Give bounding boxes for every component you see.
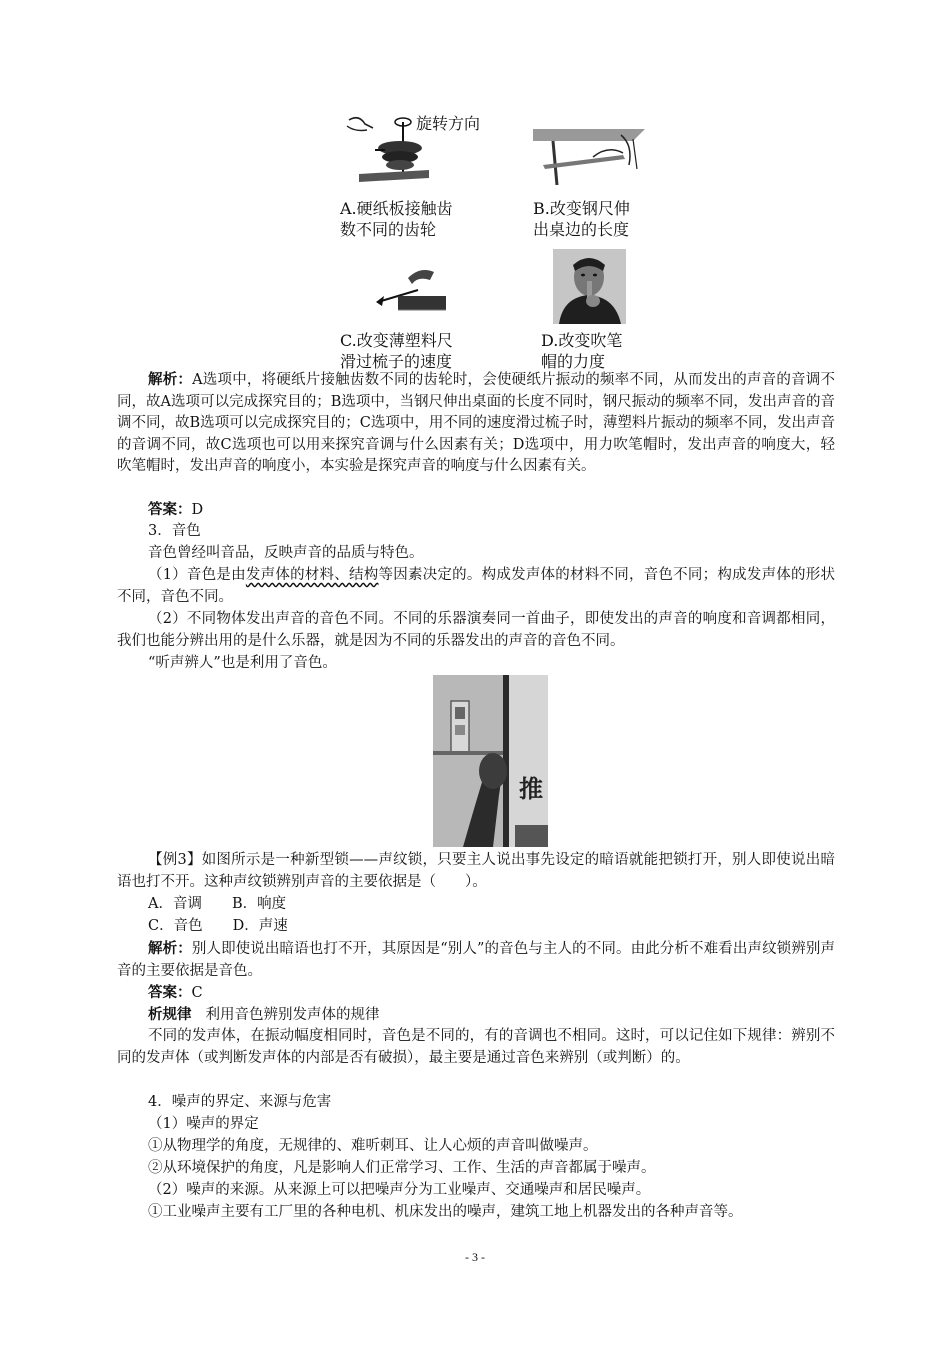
section-3-heading: 3．音色 <box>148 523 201 539</box>
analysis-text: 别人即使说出暗语也打不开，其原因是“别人”的音色与主人的不同。由此分析不难看出声纹锁辨别声音的主要依据是音色。 <box>117 941 836 979</box>
section-4-sub-1: （1）噪声的界定 <box>148 1116 259 1132</box>
option-d: D．声速 <box>232 918 288 934</box>
section-4-item-3: ①工业噪声主要有工厂里的各种电机、机床发出的噪声，建筑工地上机器发出的各种声音等。 <box>148 1204 743 1220</box>
voiceprint-lock-photo <box>433 675 548 847</box>
page-number: - 3 - <box>465 1250 485 1264</box>
example-label: 【例3】 <box>148 852 202 868</box>
rotation-direction-label: 旋转方向 <box>416 114 481 133</box>
answer-2 <box>148 982 203 1005</box>
section-3-paragraph-2: （2）不同物体发出声音的音色不同。不同的乐器演奏同一首曲子，即使发出的声音的响度和音调都相同，我们也能分辨出用的是什么乐器，就是因为不同的乐器发出的声音的音色不同。 <box>117 611 835 649</box>
caption-b-line2: 出桌边的长度 <box>533 220 630 239</box>
option-b: B．响度 <box>231 896 287 912</box>
rule-text: 不同的发声体，在振动幅度相同时，音色是不同的，有的音调也不相同。这时，可以记住如下规律：辨别不同的发声体（或判断发声体的内部是否有破损），最主要是通过音色来辨别（或判断）的。 <box>117 1028 835 1066</box>
underlined-key-phrase: 发声体的材料、结构 <box>245 567 379 583</box>
caption-d-line2: 帽的力度 <box>541 352 606 371</box>
section-3-paragraph-3: “听声辨人”也是利用了音色。 <box>148 655 337 671</box>
section-4-heading: 4．噪声的界定、来源与危害 <box>148 1094 332 1110</box>
caption-a-line2: 数不同的齿轮 <box>340 220 437 239</box>
analysis-label: 解析： <box>148 371 193 388</box>
section-4-sub-2: （2）噪声的来源。从来源上可以把噪声分为工业噪声、交通噪声和居民噪声。 <box>148 1182 651 1198</box>
caption-a-line1: A.硬纸板接触齿 <box>340 199 453 218</box>
answer-label: 答案： <box>148 984 192 1001</box>
rule-label: 析规律 <box>148 1006 192 1023</box>
door-sign-text: 推 <box>519 775 543 803</box>
section-3-intro: 音色曾经叫音品，反映声音的品质与特色。 <box>148 545 424 561</box>
comb-illustration <box>368 266 448 322</box>
caption-b-line1: B.改变钢尺伸 <box>533 199 630 218</box>
caption-d-line1: D.改变吹笔 <box>541 331 623 350</box>
section-3-paragraph-1: （1）音色是由发声体的材料、结构等因素决定的。构成发声体的材料不同，音色不同；构成发声体的形状不同，音色不同。 <box>117 567 836 605</box>
analysis-2 <box>117 938 835 982</box>
analysis-text: A选项中，将硬纸片接触齿数不同的齿轮时，会使硬纸片振动的频率不同，从而发出的声音的音调不同，故A选项可以完成探究目的；B选项中，当钢尺伸出桌面的长度不同时，钢尺振动的频率不同，发出声音的音调不同，故B选项可以完成探究目的；C选项中，用不同的速度滑过梳子时，薄塑料片振动的频率不同，发出声音的音调不同，故C选项也可以用来探究音调与什么因素有关；D选项中，用力吹笔帽时，发出声音的响度大，轻吹笔帽时，发出声音的响度小，本实验是探究声音的响度与什么因素有关。 <box>117 372 836 475</box>
answer-value: C <box>191 985 203 1001</box>
example-text: 如图所示是一种新型锁——声纹锁，只要主人说出事先设定的暗语就能把锁打开，别人即使说出暗语也打不开。这种声纹锁辨别声音的主要依据是（ ）。 <box>117 852 835 890</box>
answer-label: 答案： <box>148 501 192 518</box>
example-3-options-row-2 <box>148 916 288 938</box>
rule-heading <box>148 1004 380 1027</box>
example-3-options-row-1 <box>148 894 286 916</box>
caption-c-line2: 滑过梳子的速度 <box>340 352 453 371</box>
example-3 <box>117 850 835 893</box>
rule-title: 利用音色辨别发声体的规律 <box>205 1007 380 1023</box>
option-c: C．音色 <box>148 918 203 934</box>
answer-value: D <box>191 502 204 518</box>
boy-blowing-pen-photo <box>553 249 626 324</box>
caption-c-line1: C.改变薄塑料尺 <box>340 331 453 350</box>
ruler-illustration <box>533 125 645 185</box>
section-4-item-1: ①从物理学的角度，无规律的、难听刺耳、让人心烦的声音叫做噪声。 <box>148 1138 598 1154</box>
section-4-item-2: ②从环境保护的角度，凡是影响人们正常学习、工作、生活的声音都属于噪声。 <box>148 1160 656 1176</box>
analysis-1 <box>117 369 835 478</box>
analysis-label: 解析： <box>148 940 192 957</box>
answer-1 <box>148 499 203 522</box>
option-a: A．音调 <box>148 896 202 912</box>
